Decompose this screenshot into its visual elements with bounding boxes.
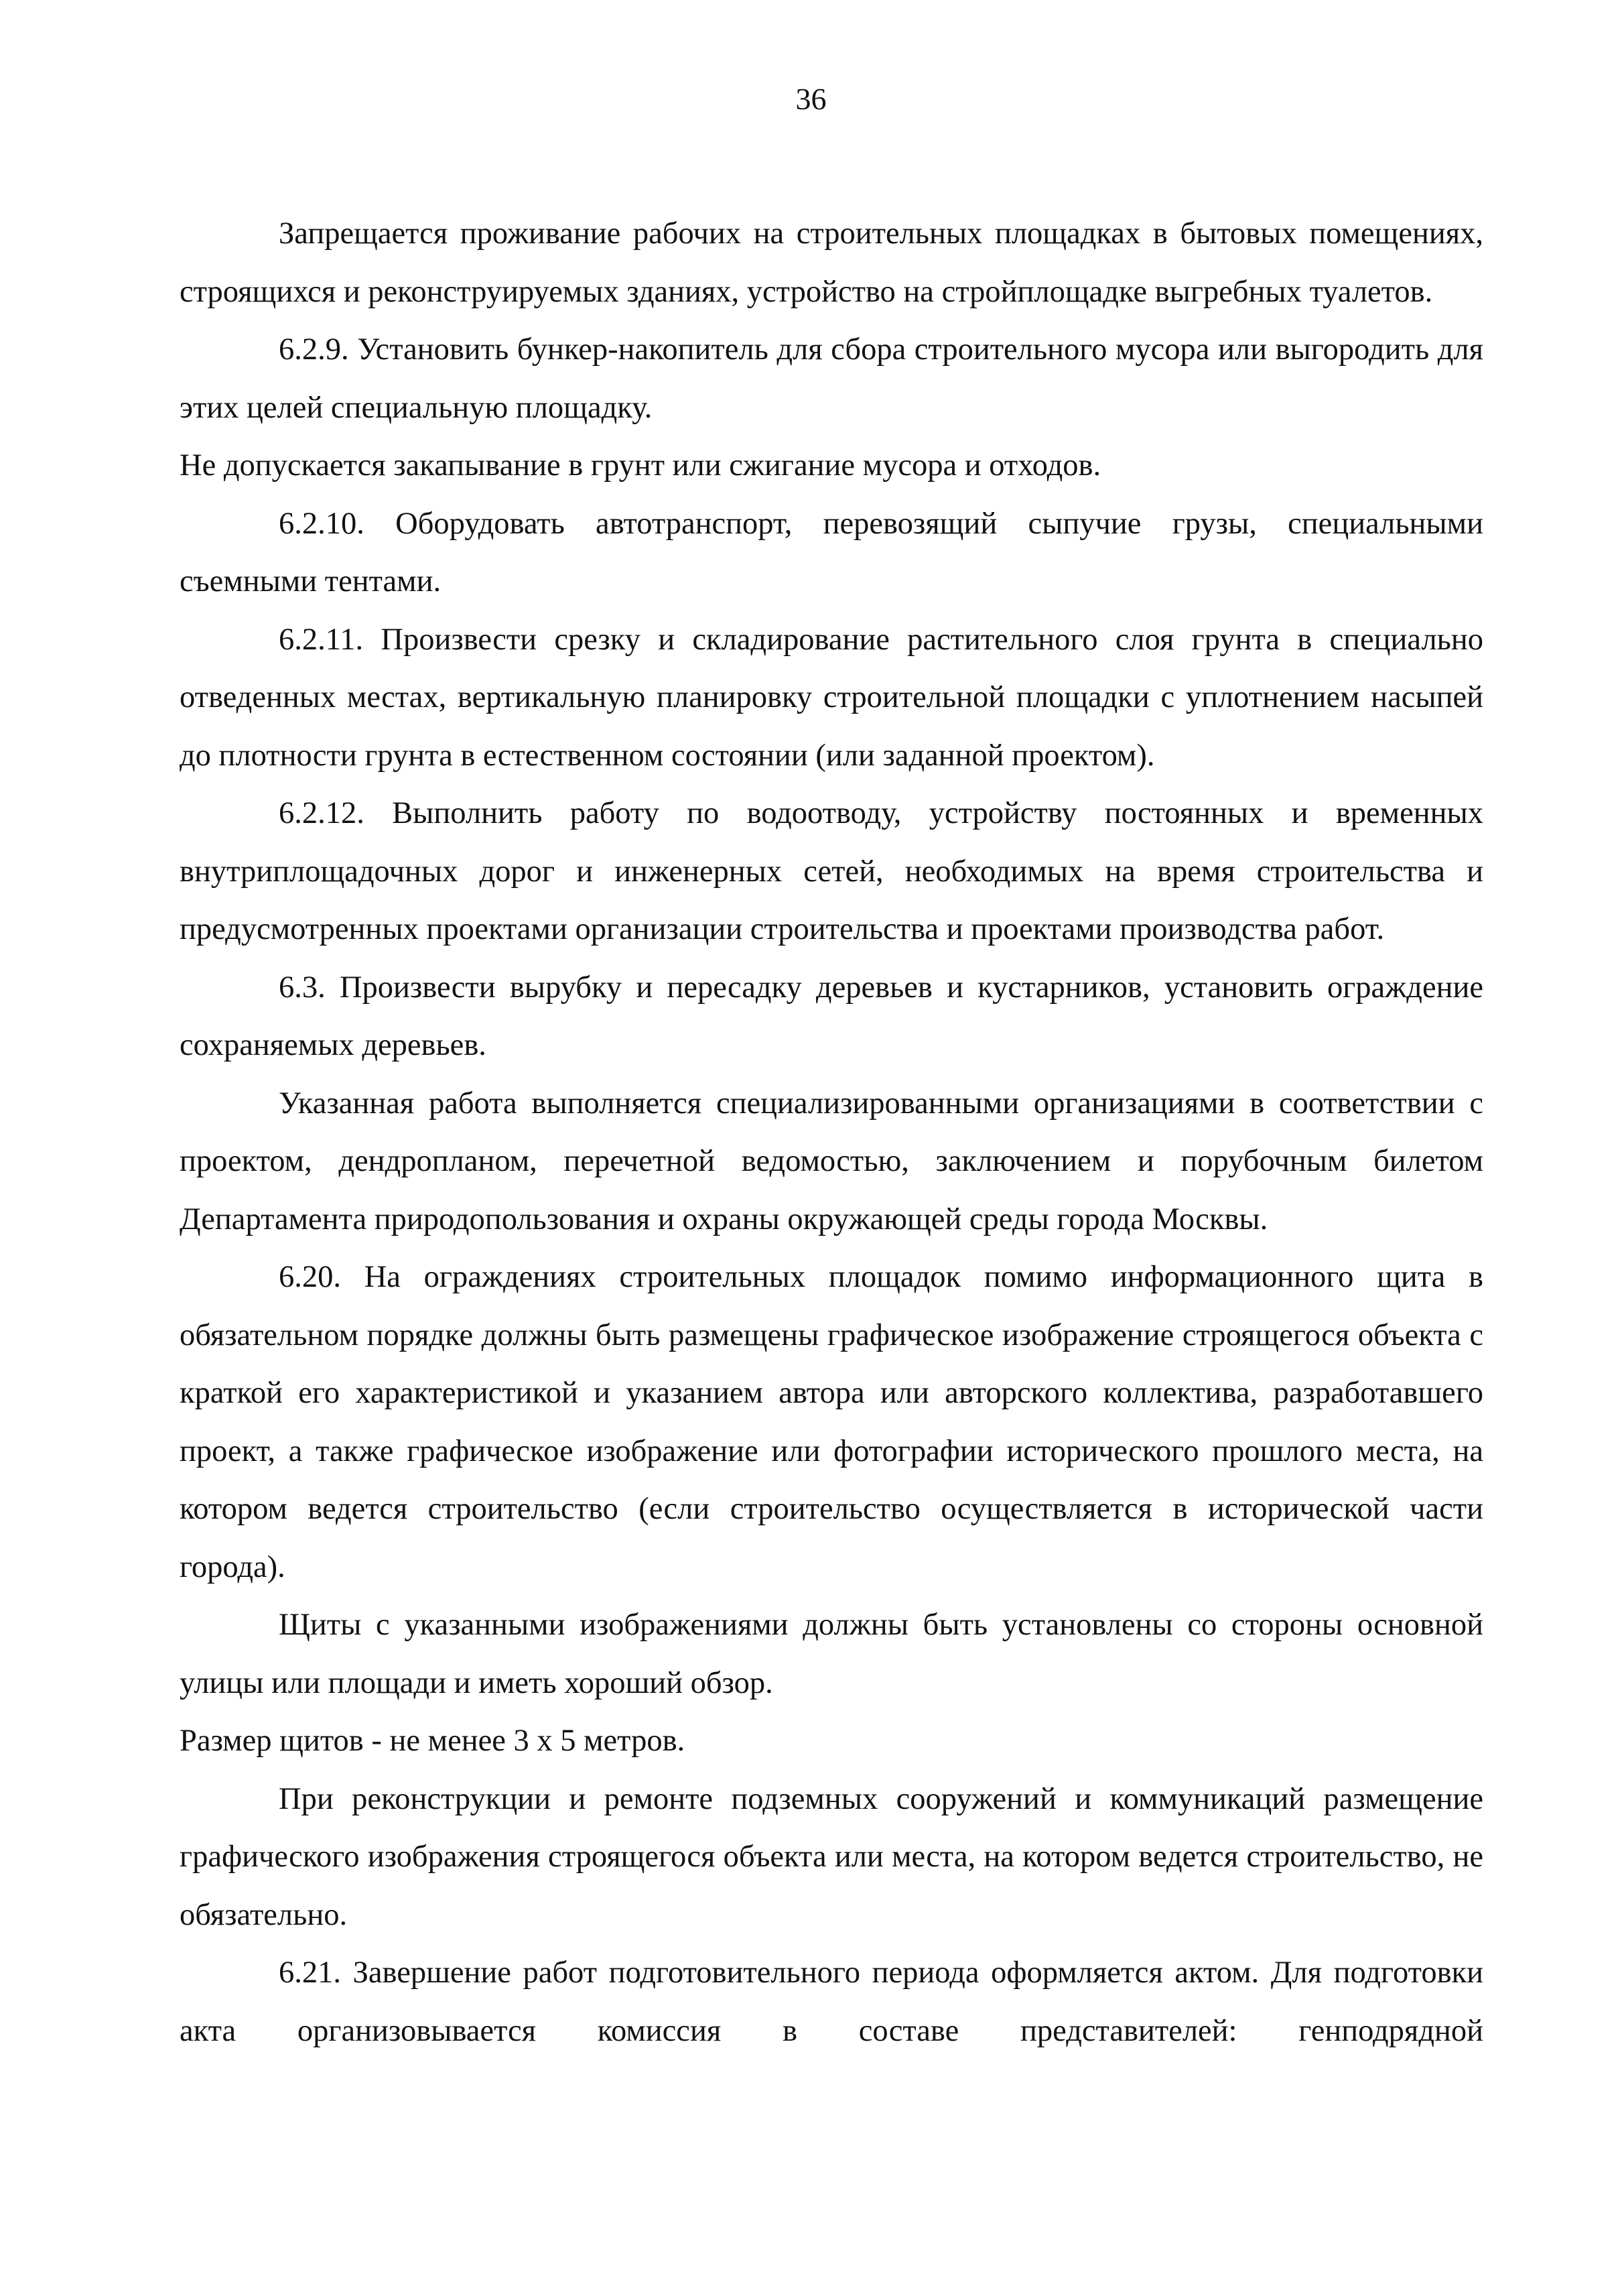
- paragraph-6-2-11: 6.2.11. Произвести срезку и складирование растительного слоя грунта в специально отведенных местах, вертикальную планировку строительной площадки с уплотнением насыпей до плотности грунта в естественном состоянии (или заданной проектом).: [180, 622, 1483, 773]
- page-number: 36: [795, 82, 827, 116]
- paragraph-specialized-organizations: Указанная работа выполняется специализированными организациями в соответствии с проектом, дендропланом, перечетной ведомостью, заключением и порубочным билетом Департамента природопользования и охраны окружающей среды города Москвы.: [180, 1086, 1483, 1236]
- paragraph-boards-placement: Щиты с указанными изображениями должны быть установлены со стороны основной улицы или площади и иметь хороший обзор.: [180, 1608, 1483, 1700]
- page-content: [180, 205, 1483, 2060]
- paragraph-6-2-10: 6.2.10. Оборудовать автотранспорт, перевозящий сыпучие грузы, специальными съемными тентами.: [180, 506, 1483, 598]
- paragraph-no-burying-waste: Не допускается закапывание в грунт или сжигание мусора и отходов.: [180, 448, 1101, 483]
- paragraph-6-21: 6.21. Завершение работ подготовительного периода оформляется актом. Для подготовки акта организовывается комиссия в составе представителей: генподрядной: [180, 1956, 1483, 2048]
- paragraph-6-2-9: 6.2.9. Установить бункер-накопитель для сбора строительного мусора или выгородить для этих целей специальную площадку.: [180, 332, 1483, 425]
- paragraph-reconstruction-note: При реконструкции и ремонте подземных сооружений и коммуникаций размещение графического изображения строящегося объекта или места, на котором ведется строительство, не обязательно.: [180, 1781, 1483, 1932]
- paragraph-board-size: Размер щитов - не менее 3 х 5 метров.: [180, 1724, 685, 1758]
- paragraph-residence-prohibition: Запрещается проживание рабочих на строительных площадках в бытовых помещениях, строящихся и реконструируемых зданиях, устройство на стройплощадке выгребных туалетов.: [180, 216, 1483, 309]
- paragraph-6-20: 6.20. На ограждениях строительных площадок помимо информационного щита в обязательном порядке должны быть размещены графическое изображение строящегося объекта с краткой его характеристикой и указанием автора или авторского коллектива, разработавшего проект, а также графическое изображение или фотографии исторического прошлого места, на котором ведется строительство (если строительство осуществляется в исторической части города).: [180, 1260, 1483, 1584]
- paragraph-6-2-12: 6.2.12. Выполнить работу по водоотводу, устройству постоянных и временных внутриплощадочных дорог и инженерных сетей, необходимых на время строительства и предусмотренных проектами организации строительства и проектами производства работ.: [180, 796, 1483, 946]
- paragraph-6-3: 6.3. Произвести вырубку и пересадку деревьев и кустарников, установить ограждение сохраняемых деревьев.: [180, 970, 1483, 1062]
